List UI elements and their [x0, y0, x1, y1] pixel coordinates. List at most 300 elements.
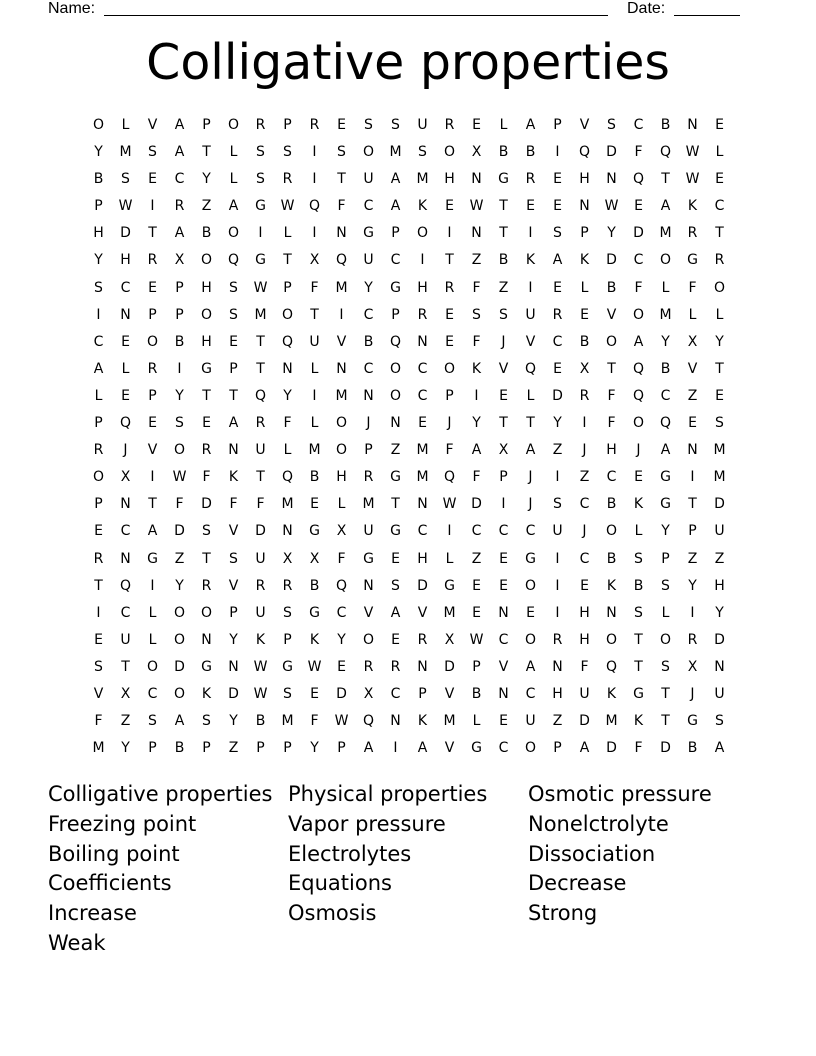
grid-letter: S: [553, 225, 562, 242]
grid-letter: E: [499, 387, 508, 404]
grid-letter: N: [417, 496, 428, 513]
grid-letter: I: [150, 577, 155, 594]
grid-letter: K: [633, 713, 644, 730]
grid-letter: T: [229, 387, 238, 404]
grid-letter: X: [336, 523, 347, 540]
grid-letter: A: [174, 225, 185, 242]
grid-letter: J: [447, 415, 452, 432]
grid-letter: A: [174, 117, 185, 133]
grid-letter: V: [444, 740, 455, 757]
grid-letter: P: [283, 279, 292, 296]
word-list-item: Nonelctrolyte: [528, 811, 669, 836]
grid-letter: F: [445, 442, 454, 459]
grid-letter: P: [337, 740, 346, 757]
grid-letter: O: [200, 252, 213, 269]
grid-letter: T: [661, 171, 670, 188]
grid-letter: B: [606, 496, 617, 513]
word-list-item: Equations: [288, 871, 392, 896]
grid-letter: R: [552, 631, 563, 648]
grid-letter: J: [528, 469, 533, 486]
grid-letter: I: [690, 469, 695, 486]
grid-letter: N: [606, 604, 617, 621]
grid-letter: G: [255, 252, 266, 269]
grid-letter: O: [335, 442, 348, 459]
grid-letter: B: [579, 333, 590, 350]
grid-letter: R: [552, 306, 563, 323]
grid-letter: C: [363, 198, 374, 215]
grid-letter: C: [660, 387, 671, 404]
grid-letter: D: [660, 740, 671, 757]
grid-letter: H: [336, 469, 347, 486]
grid-letter: L: [310, 415, 319, 432]
grid-letter: D: [336, 685, 347, 702]
grid-letter: C: [579, 496, 590, 513]
grid-letter: F: [472, 279, 481, 296]
grid-row: [85, 439, 733, 466]
grid-letter: M: [308, 442, 321, 459]
grid-letter: P: [472, 658, 481, 675]
grid-letter: C: [417, 387, 428, 404]
grid-letter: X: [309, 252, 320, 269]
grid-letter: E: [688, 415, 697, 432]
grid-letter: I: [150, 198, 155, 215]
grid-letter: S: [499, 306, 508, 323]
grid-row: [85, 493, 733, 520]
grid-letter: C: [390, 252, 401, 269]
grid-letter: C: [336, 604, 347, 621]
grid-letter: D: [120, 225, 131, 242]
grid-letter: T: [310, 306, 319, 323]
grid-letter: L: [580, 279, 589, 296]
grid-letter: W: [685, 171, 700, 188]
grid-letter: U: [120, 631, 131, 648]
grid-letter: O: [92, 117, 105, 133]
grid-letter: P: [202, 740, 211, 757]
grid-letter: I: [339, 306, 344, 323]
grid-letter: N: [336, 225, 347, 242]
grid-letter: G: [687, 252, 698, 269]
grid-letter: G: [660, 496, 671, 513]
grid-letter: U: [309, 333, 320, 350]
grid-letter: F: [472, 333, 481, 350]
grid-letter: Y: [202, 171, 211, 188]
grid-letter: A: [552, 252, 563, 269]
grid-letter: W: [469, 631, 484, 648]
grid-row: [85, 548, 733, 575]
grid-letter: O: [173, 631, 186, 648]
grid-letter: O: [281, 306, 294, 323]
grid-row: [85, 520, 733, 547]
grid-letter: O: [632, 415, 645, 432]
grid-letter: Z: [390, 442, 401, 459]
grid-row: [85, 629, 733, 656]
grid-letter: O: [362, 631, 375, 648]
grid-letter: D: [552, 387, 563, 404]
grid-letter: S: [661, 577, 670, 594]
grid-letter: C: [174, 171, 185, 188]
grid-letter: R: [255, 415, 266, 432]
grid-letter: P: [283, 117, 292, 133]
grid-letter: F: [634, 279, 643, 296]
grid-letter: K: [525, 252, 536, 269]
grid-letter: P: [688, 523, 697, 540]
grid-letter: S: [391, 577, 400, 594]
grid-letter: G: [525, 550, 536, 567]
grid-letter: T: [715, 225, 724, 242]
grid-letter: O: [416, 225, 429, 242]
grid-letter: B: [309, 469, 320, 486]
word-list-item: Dissociation: [528, 841, 656, 866]
grid-letter: Y: [310, 740, 319, 757]
grid-letter: I: [582, 415, 587, 432]
grid-letter: G: [498, 171, 509, 188]
grid-letter: M: [281, 713, 294, 730]
grid-letter: E: [499, 713, 508, 730]
grid-letter: F: [94, 713, 103, 730]
grid-letter: C: [498, 740, 509, 757]
grid-letter: H: [579, 631, 590, 648]
grid-letter: T: [256, 469, 265, 486]
grid-letter: I: [177, 360, 182, 377]
grid-letter: B: [606, 279, 617, 296]
grid-letter: B: [498, 252, 509, 269]
grid-letter: C: [633, 117, 644, 133]
grid-letter: V: [444, 685, 455, 702]
grid-letter: Z: [201, 198, 212, 215]
grid-letter: Q: [281, 469, 294, 486]
grid-letter: Y: [175, 387, 184, 404]
grid-letter: D: [633, 225, 644, 242]
grid-letter: L: [148, 631, 157, 648]
grid-letter: M: [254, 306, 267, 323]
grid-letter: C: [498, 523, 509, 540]
grid-letter: C: [552, 333, 563, 350]
grid-letter: L: [148, 604, 157, 621]
grid-letter: Q: [389, 333, 402, 350]
grid-letter: B: [255, 713, 266, 730]
grid-letter: B: [525, 144, 536, 161]
grid-letter: G: [390, 523, 401, 540]
grid-letter: H: [579, 604, 590, 621]
grid-letter: E: [472, 117, 481, 133]
grid-letter: R: [417, 306, 428, 323]
date-blank-line: [674, 15, 740, 16]
grid-letter: K: [606, 577, 617, 594]
grid-letter: V: [498, 658, 509, 675]
grid-letter: T: [661, 713, 670, 730]
grid-letter: K: [201, 685, 212, 702]
grid-letter: B: [309, 577, 320, 594]
grid-letter: Y: [337, 631, 346, 648]
grid-letter: P: [256, 740, 265, 757]
grid-letter: T: [607, 360, 616, 377]
grid-letter: D: [606, 144, 617, 161]
grid-letter: R: [93, 550, 104, 567]
grid-letter: G: [309, 523, 320, 540]
grid-letter: C: [120, 523, 131, 540]
grid-letter: L: [634, 523, 643, 540]
grid-letter: G: [363, 550, 374, 567]
grid-letter: C: [579, 550, 590, 567]
word-list: [48, 780, 768, 959]
grid-letter: E: [310, 496, 319, 513]
grid-letter: Q: [308, 198, 321, 215]
word-list-item: Boiling point: [48, 841, 180, 866]
grid-letter: E: [634, 469, 643, 486]
grid-letter: W: [334, 713, 349, 730]
grid-letter: G: [444, 577, 455, 594]
grid-letter: Q: [659, 144, 672, 161]
grid-letter: X: [579, 360, 590, 377]
grid-letter: X: [174, 252, 185, 269]
word-list-item: Freezing point: [48, 811, 197, 836]
grid-letter: R: [147, 360, 158, 377]
grid-letter: A: [633, 333, 644, 350]
grid-letter: T: [499, 225, 508, 242]
grid-letter: Y: [688, 577, 697, 594]
grid-letter: A: [579, 740, 590, 757]
grid-letter: A: [525, 442, 536, 459]
grid-letter: H: [201, 333, 212, 350]
grid-letter: V: [363, 604, 374, 621]
grid-letter: L: [526, 387, 535, 404]
grid-letter: X: [444, 631, 455, 648]
grid-letter: S: [283, 604, 292, 621]
grid-letter: M: [362, 496, 375, 513]
grid-letter: P: [283, 740, 292, 757]
grid-letter: B: [174, 740, 185, 757]
grid-letter: B: [471, 685, 482, 702]
grid-letter: Z: [552, 442, 563, 459]
grid-letter: N: [228, 442, 239, 459]
grid-letter: W: [118, 198, 133, 215]
grid-row: [85, 385, 733, 412]
grid-letter: K: [228, 469, 239, 486]
grid-letter: H: [93, 225, 104, 242]
grid-letter: J: [636, 442, 641, 459]
word-list-item: Decrease: [528, 871, 627, 896]
page-title: Colligative properties: [146, 34, 670, 91]
grid-letter: Y: [94, 144, 103, 161]
grid-row: [85, 331, 733, 358]
grid-letter: I: [312, 144, 317, 161]
grid-letter: N: [336, 360, 347, 377]
grid-letter: P: [175, 306, 184, 323]
grid-letter: I: [312, 387, 317, 404]
grid-letter: O: [713, 279, 726, 296]
grid-letter: A: [660, 198, 671, 215]
grid-letter: I: [420, 252, 425, 269]
grid-letter: R: [201, 577, 212, 594]
grid-letter: E: [121, 333, 130, 350]
grid-letter: L: [310, 360, 319, 377]
grid-letter: T: [94, 577, 103, 594]
grid-letter: U: [552, 523, 563, 540]
grid-letter: T: [634, 658, 643, 675]
grid-letter: M: [416, 442, 429, 459]
grid-letter: O: [200, 604, 213, 621]
grid-letter: O: [200, 306, 213, 323]
grid-letter: Z: [471, 550, 482, 567]
date-label: Date:: [627, 0, 666, 17]
worksheet-header: [48, 0, 748, 22]
grid-letter: M: [119, 144, 132, 161]
name-blank-line: [104, 15, 608, 16]
grid-row: [85, 602, 733, 629]
grid-letter: S: [472, 306, 481, 323]
grid-letter: S: [364, 117, 373, 133]
grid-letter: E: [337, 117, 346, 133]
grid-letter: U: [363, 252, 374, 269]
grid-letter: T: [202, 144, 211, 161]
grid-letter: U: [714, 685, 725, 702]
grid-letter: U: [255, 604, 266, 621]
grid-letter: O: [524, 740, 537, 757]
grid-letter: O: [659, 252, 672, 269]
grid-letter: R: [417, 631, 428, 648]
word-list-item: Increase: [48, 901, 137, 926]
grid-letter: P: [148, 306, 157, 323]
grid-letter: Z: [471, 252, 482, 269]
grid-letter: E: [391, 550, 400, 567]
grid-letter: L: [661, 604, 670, 621]
grid-letter: E: [715, 117, 724, 133]
grid-letter: Y: [715, 333, 724, 350]
grid-letter: V: [525, 333, 536, 350]
grid-letter: X: [498, 442, 509, 459]
grid-letter: N: [471, 225, 482, 242]
grid-letter: S: [94, 279, 103, 296]
grid-letter: Z: [687, 550, 698, 567]
grid-letter: S: [175, 415, 184, 432]
grid-letter: X: [309, 550, 320, 567]
grid-letter: Q: [335, 577, 348, 594]
grid-letter: K: [687, 198, 698, 215]
grid-letter: N: [687, 442, 698, 459]
grid-letter: G: [201, 360, 212, 377]
grid-letter: N: [228, 658, 239, 675]
grid-letter: U: [255, 550, 266, 567]
grid-row: [85, 277, 733, 304]
grid-letter: R: [201, 442, 212, 459]
grid-letter: Y: [175, 577, 184, 594]
grid-letter: X: [687, 333, 698, 350]
grid-letter: Z: [498, 279, 509, 296]
grid-letter: L: [499, 117, 508, 133]
grid-letter: G: [282, 658, 293, 675]
word-list-item: Osmosis: [288, 901, 377, 926]
grid-letter: C: [363, 306, 374, 323]
grid-letter: Y: [607, 225, 616, 242]
grid-letter: N: [282, 360, 293, 377]
grid-letter: L: [229, 144, 238, 161]
grid-letter: N: [552, 658, 563, 675]
grid-letter: C: [498, 631, 509, 648]
grid-letter: G: [390, 279, 401, 296]
grid-letter: R: [525, 171, 536, 188]
grid-letter: L: [283, 225, 292, 242]
grid-letter: X: [363, 685, 374, 702]
grid-letter: V: [606, 306, 617, 323]
grid-letter: Q: [632, 171, 645, 188]
grid-letter: L: [661, 279, 670, 296]
grid-letter: F: [634, 740, 643, 757]
grid-letter: C: [471, 523, 482, 540]
grid-letter: S: [283, 144, 292, 161]
grid-letter: T: [337, 171, 346, 188]
grid-letter: O: [443, 360, 456, 377]
grid-letter: X: [687, 658, 698, 675]
grid-letter: F: [202, 469, 211, 486]
grid-letter: A: [525, 117, 536, 133]
grid-letter: Q: [362, 713, 375, 730]
grid-letter: U: [525, 306, 536, 323]
grid-letter: N: [417, 333, 428, 350]
grid-letter: C: [363, 360, 374, 377]
grid-letter: O: [389, 387, 402, 404]
grid-letter: Y: [472, 415, 481, 432]
word-list-item: Weak: [48, 930, 106, 955]
grid-letter: R: [444, 117, 455, 133]
grid-letter: P: [148, 387, 157, 404]
grid-letter: S: [607, 117, 616, 133]
grid-letter: I: [474, 387, 479, 404]
grid-letter: A: [174, 144, 185, 161]
grid-letter: N: [687, 117, 698, 133]
grid-letter: U: [363, 523, 374, 540]
grid-letter: C: [606, 469, 617, 486]
grid-letter: S: [634, 550, 643, 567]
grid-letter: U: [363, 171, 374, 188]
word-list-item: Coefficients: [48, 871, 172, 896]
grid-letter: O: [605, 631, 618, 648]
grid-letter: M: [659, 225, 672, 242]
word-list-item: Vapor pressure: [288, 811, 446, 836]
grid-letter: I: [555, 469, 560, 486]
grid-letter: I: [258, 225, 263, 242]
grid-letter: O: [362, 144, 375, 161]
grid-letter: R: [93, 442, 104, 459]
grid-letter: R: [174, 198, 185, 215]
grid-letter: T: [202, 387, 211, 404]
grid-letter: E: [310, 685, 319, 702]
grid-letter: L: [283, 442, 292, 459]
grid-row: [85, 222, 733, 249]
grid-letter: F: [580, 658, 589, 675]
grid-letter: K: [606, 685, 617, 702]
grid-letter: T: [256, 360, 265, 377]
grid-letter: T: [445, 252, 454, 269]
grid-letter: V: [687, 360, 698, 377]
grid-letter: U: [579, 685, 590, 702]
grid-letter: H: [417, 279, 428, 296]
grid-letter: L: [121, 360, 130, 377]
grid-letter: O: [146, 658, 159, 675]
grid-letter: F: [634, 144, 643, 161]
grid-letter: Z: [714, 550, 725, 567]
grid-letter: M: [416, 171, 429, 188]
grid-letter: T: [661, 685, 670, 702]
grid-row: [85, 304, 733, 331]
grid-letter: K: [471, 360, 482, 377]
grid-letter: Q: [119, 415, 132, 432]
grid-letter: H: [417, 550, 428, 567]
grid-letter: G: [147, 550, 158, 567]
grid-letter: E: [526, 198, 535, 215]
grid-letter: E: [445, 306, 454, 323]
grid-letter: P: [391, 306, 400, 323]
grid-letter: B: [660, 117, 671, 133]
